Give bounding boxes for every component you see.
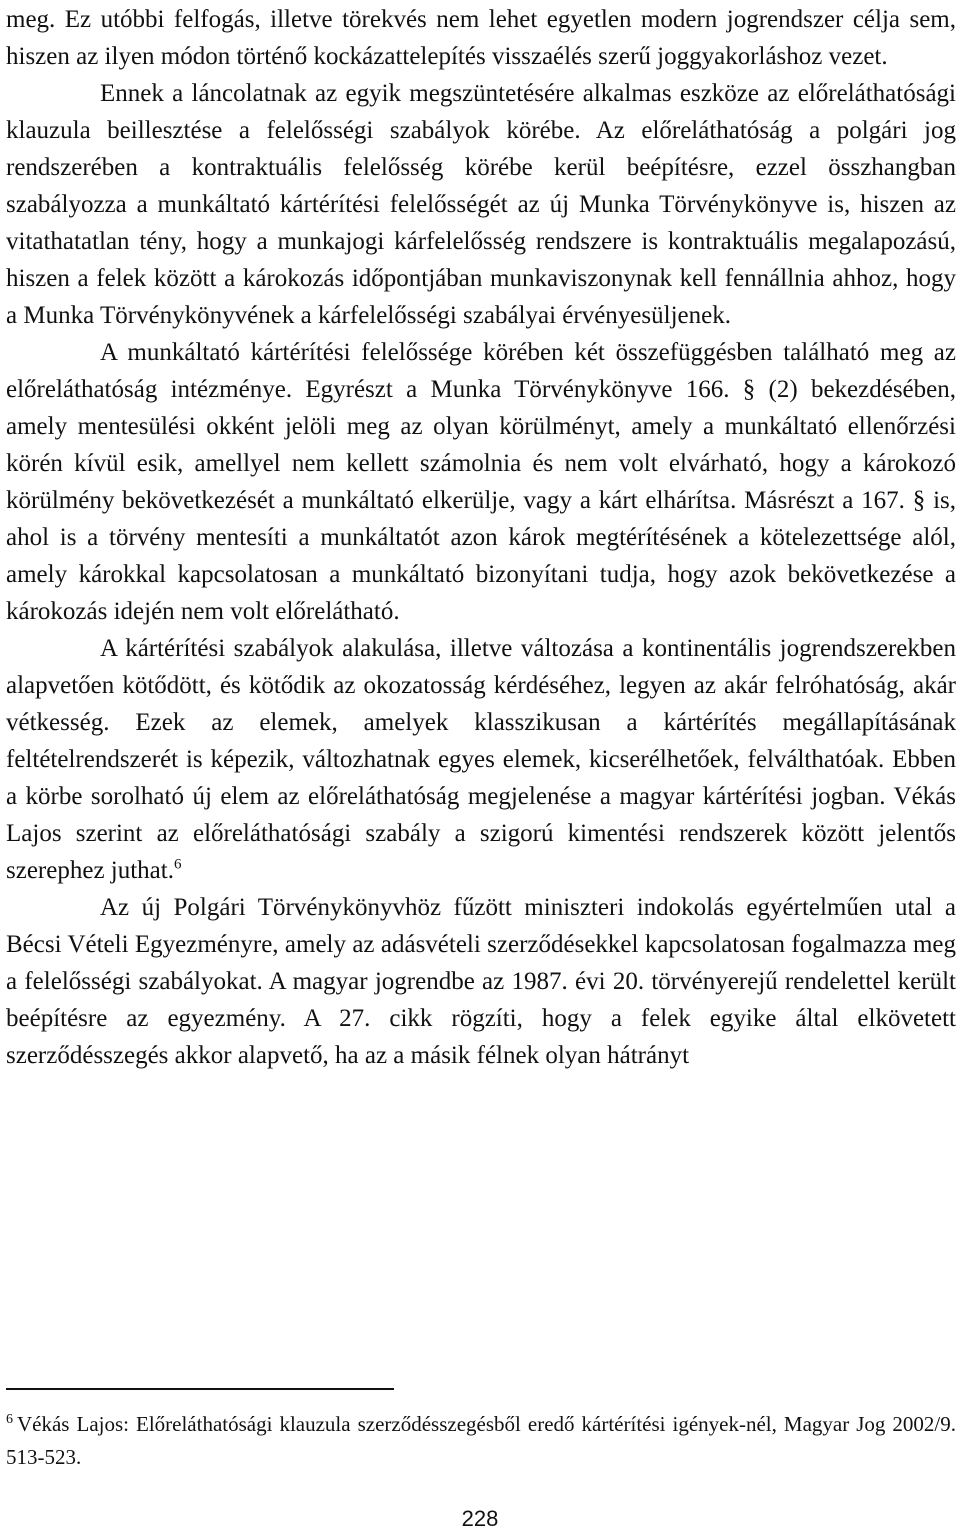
- footnote: [6, 1408, 956, 1474]
- footnote-text: Vékás Lajos: Előreláthatósági klauzula szerződésszegésből eredő kártérítési igények-nél, Magyar Jog 2002/9. 513-523.: [6, 1412, 956, 1469]
- footnote-separator: [6, 1388, 394, 1390]
- page-number: 228: [461, 1506, 499, 1531]
- paragraph: [6, 630, 956, 889]
- paragraph-text: A kártérítési szabályok alakulása, illetve változása a kontinentális jogrendszerekben alapvetően kötődött, és kötődik az okozatosság kérdéséhez, legyen az akár felróhatóság, akár vétkesség. Ezek az elemek, amelyek klasszikusan a kártérítés megállapításának feltételrendszerét is képezik, változhatnak egyes elemek, kicserélhetőek, felválthatóak. Ebben a körbe sorolható új elem az előreláthatóság megjelenése a magyar kártérítési jogban. Vékás Lajos szerint az előreláthatósági szabály a szigorú kimentési rendszerek között jelentős szerephez juthat.: [6, 635, 956, 884]
- paragraph: A munkáltató kártérítési felelőssége körében két összefüggésben található meg az előreláthatóság intézménye. Egyrészt a Munka Törvénykönyve 166. § (2) bekezdésében, amely mentesülési okként jelöli meg az olyan körülményt, amely a munkáltató ellenőrzési körén kívül esik, amellyel nem kellett számolnia és nem volt elvárható, hogy a károkozó körülmény bekövetkezését a munkáltató elkerülje, vagy a kárt elhárítsa. Másrészt a 167. § is, ahol is a törvény mentesíti a munkáltatót azon károk megtérítésének a kötelezettsége alól, amely károkkal kapcsolatosan a munkáltató bizonyítani tudja, hogy azok bekövetkezése a károkozás idején nem volt előrelátható.: [6, 339, 956, 625]
- footnote-number: 6: [6, 1412, 13, 1427]
- body-text: [6, 1, 956, 1074]
- paragraph: Ennek a láncolatnak az egyik megszüntetésére alkalmas eszköze az előreláthatósági klauzula beillesztése a felelősségi szabályok körébe. Az előreláthatóság a polgári jog rendszerében a kontraktuális felelősség körébe kerül beépítésre, ezzel összhangban szabályozza a munkáltató kártérítési felelősségét az új Munka Törvénykönyve is, hiszen az vitathatatlan tény, hogy a munkajogi kárfelelősség rendszere is kontraktuális megalapozású, hiszen a felek között a károkozás időpontjában munkaviszonynak kell fennállnia ahhoz, hogy a Munka Törvénykönyvének a kárfelelősségi szabályai érvényesüljenek.: [6, 80, 956, 329]
- paragraph: Az új Polgári Törvénykönyvhöz fűzött miniszteri indokolás egyértelműen utal a Bécsi Vételi Egyezményre, amely az adásvételi szerződésekkel kapcsolatosan fogalmazza meg a felelősségi szabályokat. A magyar jogrendbe az 1987. évi 20. törvényerejű rendelettel került beépítésre az egyezmény. A 27. cikk rögzíti, hogy a felek egyike által elkövetett szerződésszegés akkor alapvető, ha az a másik félnek olyan hátrányt: [6, 894, 956, 1069]
- footnote-reference[interactable]: 6: [173, 856, 182, 873]
- paragraph: meg. Ez utóbbi felfogás, illetve törekvés nem lehet egyetlen modern jogrendszer célja sem, hiszen az ilyen módon történő kockázattelepítés visszaélés szerű joggyakorláshoz vezet.: [6, 6, 956, 70]
